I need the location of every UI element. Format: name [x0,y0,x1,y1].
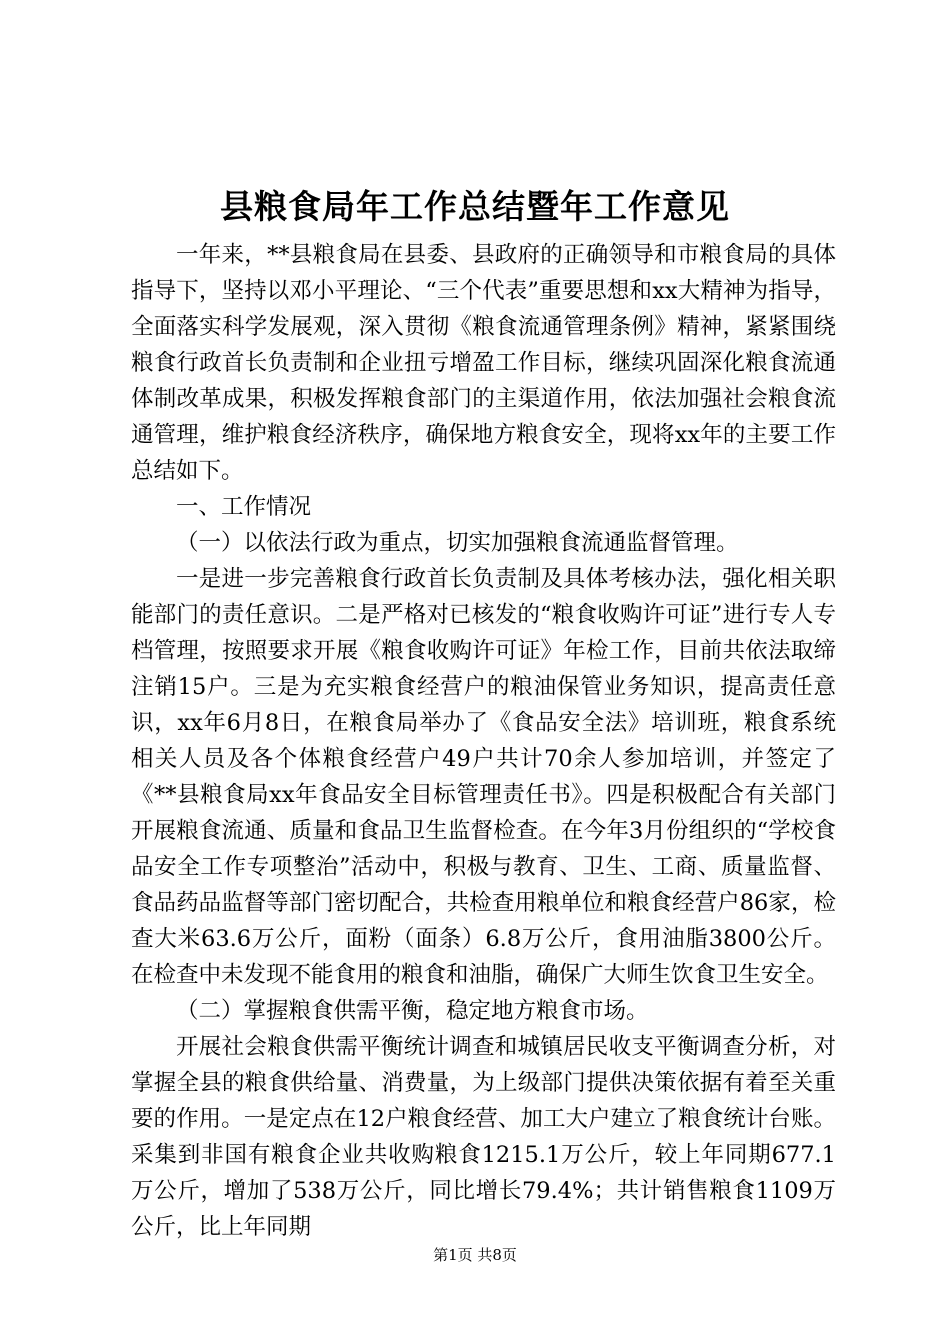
document-body [131,237,836,1245]
section-heading-work-status: 一、工作情况 [176,494,312,520]
subsection-heading-1: （一）以依法行政为重点，切实加强粮食流通监督管理。 [176,530,739,556]
page-footer: 第1页 共8页 [433,1246,517,1264]
paragraph-supervision: 一是进一步完善粮食行政首长负责制及具体考核办法，强化相关职能部门的责任意识。二是严格对已核发的“粮食收购许可证”进行专人专档管理，按照要求开展《粮食收购许可证》年检工作，目前共依法取缔注销15户。三是为充实粮食经营户的粮油保管业务知识，提高责任意识，xx年6月8日，在粮食局举办了《食品安全法》培训班，粮食系统相关人员及各个体粮食经营户49户共计70余人参加培训，并签定了《**县粮食局xx年食品安全目标管理责任书》。四是积极配合有关部门开展粮食流通、质量和食品卫生监督检查。在今年3月份组织的“学校食品安全工作专项整治”活动中，积极与教育、卫生、工商、质量监督、食品药品监督等部门密切配合，共检查用粮单位和粮食经营户86家，检查大米63.6万公斤，面粉（面条）6.8万公斤，食用油脂3800公斤。在检查中未发现不能食用的粮食和油脂，确保广大师生饮食卫生安全。 [131,566,836,988]
paragraph-supply-demand: 开展社会粮食供需平衡统计调查和城镇居民收支平衡调查分析，对掌握全县的粮食供给量、消费量，为上级部门提供决策依据有着至关重要的作用。一是定点在12户粮食经营、加工大户建立了粮食统计台账。采集到非国有粮食企业共收购粮食1215.1万公斤，较上年同期677.1万公斤，增加了538万公斤，同比增长79.4%；共计销售粮食1109万公斤，比上年同期 [131,1034,836,1240]
paragraph-intro: 一年来，**县粮食局在县委、县政府的正确领导和市粮食局的具体指导下，坚持以邓小平理论、“三个代表”重要思想和xx大精神为指导，全面落实科学发展观，深入贯彻《粮食流通管理条例》精神，紧紧围绕粮食行政首长负责制和企业扭亏增盈工作目标，继续巩固深化粮食流通体制改革成果，积极发挥粮食部门的主渠道作用，依法加强社会粮食流通管理，维护粮食经济秩序，确保地方粮食安全，现将xx年的主要工作总结如下。 [131,242,836,484]
document-title: 县粮食局年工作总结暨年工作意见 [220,187,730,226]
subsection-heading-2: （二）掌握粮食供需平衡，稳定地方粮食市场。 [176,998,649,1024]
